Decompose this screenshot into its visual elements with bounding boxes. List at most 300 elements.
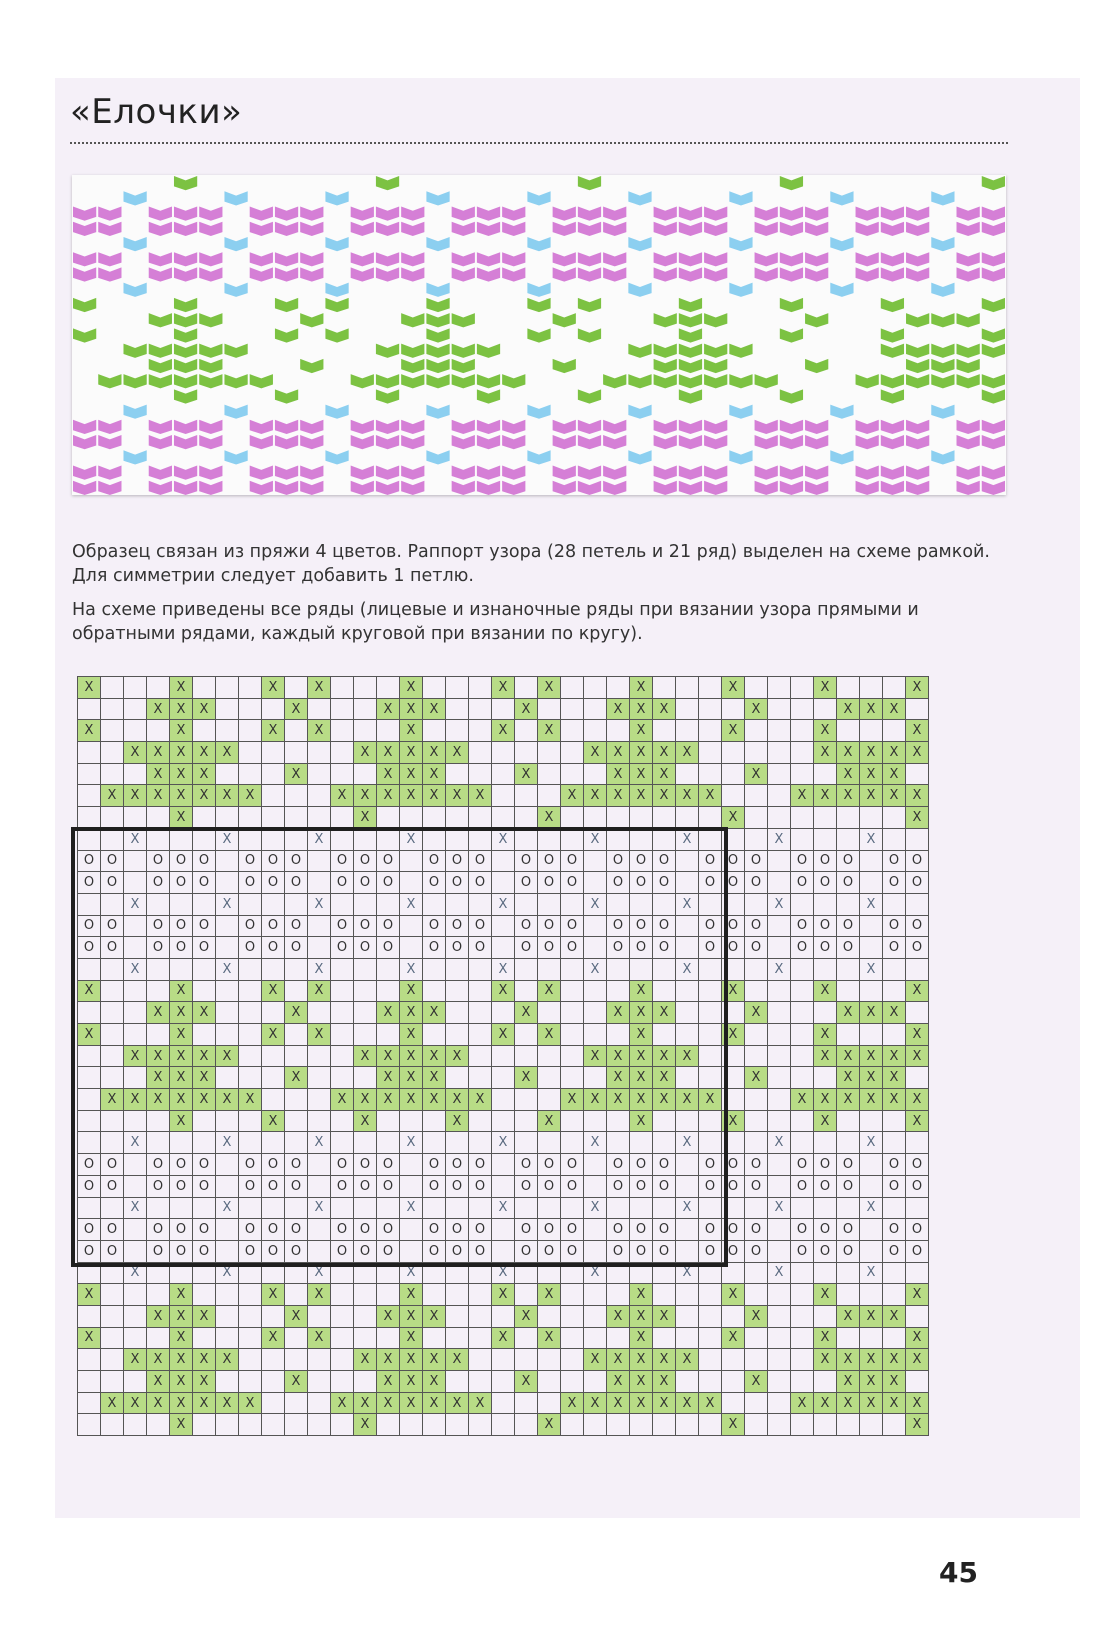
chart-cell-empty: [676, 1414, 699, 1436]
chart-cell-green-x: X: [791, 785, 814, 807]
chart-cell-pink-o: O: [653, 1240, 676, 1262]
chart-cell-empty: [814, 698, 837, 720]
chart-cell-empty: [814, 893, 837, 915]
chart-cell-empty: [469, 1067, 492, 1089]
chart-cell-pink-o: O: [193, 1219, 216, 1241]
chart-cell-empty: [216, 1024, 239, 1046]
chart-cell-empty: [515, 1045, 538, 1067]
chart-cell-empty: [561, 677, 584, 699]
chart-cell-pink-o: O: [170, 1219, 193, 1241]
chart-cell-empty: [331, 1371, 354, 1393]
chart-row: [78, 828, 929, 850]
chart-cell-empty: [147, 1132, 170, 1154]
chart-cell-empty: [791, 1002, 814, 1024]
chart-cell-empty: [308, 1175, 331, 1197]
chart-cell-green-x: X: [193, 698, 216, 720]
chart-cell-empty: [837, 677, 860, 699]
chart-cell-green-x: X: [492, 1024, 515, 1046]
chart-cell-green-x: X: [653, 1002, 676, 1024]
chart-cell-empty: [377, 828, 400, 850]
chart-cell-blue-x: X: [860, 893, 883, 915]
chart-cell-green-x: X: [860, 785, 883, 807]
chart-cell-green-x: X: [630, 1002, 653, 1024]
chart-cell-pink-o: O: [354, 1175, 377, 1197]
chart-cell-pink-o: O: [469, 1219, 492, 1241]
chart-cell-green-x: X: [906, 1089, 929, 1111]
chart-cell-empty: [285, 958, 308, 980]
chart-cell-empty: [492, 1002, 515, 1024]
chart-cell-empty: [768, 1175, 791, 1197]
chart-cell-empty: [124, 1024, 147, 1046]
chart-cell-empty: [262, 1045, 285, 1067]
chart-cell-green-x: X: [561, 785, 584, 807]
chart-cell-pink-o: O: [469, 1154, 492, 1176]
chart-cell-pink-o: O: [745, 872, 768, 894]
chart-cell-empty: [331, 980, 354, 1002]
chart-cell-blue-x: X: [584, 958, 607, 980]
chart-cell-empty: [308, 872, 331, 894]
chart-cell-green-x: X: [78, 980, 101, 1002]
chart-cell-empty: [285, 1110, 308, 1132]
chart-cell-green-x: X: [722, 677, 745, 699]
chart-cell-empty: [515, 720, 538, 742]
chart-cell-empty: [492, 1305, 515, 1327]
chart-cell-empty: [768, 850, 791, 872]
chart-cell-pink-o: O: [331, 915, 354, 937]
chart-cell-empty: [446, 1305, 469, 1327]
chart-cell-empty: [791, 720, 814, 742]
chart-cell-empty: [561, 1045, 584, 1067]
chart-cell-empty: [492, 742, 515, 764]
chart-cell-empty: [906, 958, 929, 980]
chart-cell-empty: [331, 1110, 354, 1132]
chart-cell-empty: [515, 1110, 538, 1132]
chart-cell-green-x: X: [400, 1284, 423, 1306]
chart-cell-empty: [584, 1305, 607, 1327]
chart-cell-empty: [147, 1262, 170, 1284]
chart-cell-green-x: X: [354, 785, 377, 807]
chart-cell-green-x: X: [607, 1392, 630, 1414]
chart-cell-empty: [216, 1414, 239, 1436]
chart-cell-pink-o: O: [170, 1175, 193, 1197]
chart-cell-empty: [423, 720, 446, 742]
chart-cell-green-x: X: [653, 1305, 676, 1327]
chart-cell-green-x: X: [446, 1089, 469, 1111]
chart-cell-empty: [768, 1371, 791, 1393]
chart-cell-blue-x: X: [124, 958, 147, 980]
chart-cell-green-x: X: [308, 980, 331, 1002]
chart-cell-green-x: X: [216, 1392, 239, 1414]
chart-cell-empty: [745, 720, 768, 742]
chart-cell-blue-x: X: [216, 828, 239, 850]
chart-cell-green-x: X: [331, 1392, 354, 1414]
chart-cell-green-x: X: [170, 1349, 193, 1371]
chart-cell-green-x: X: [193, 763, 216, 785]
chart-cell-empty: [216, 872, 239, 894]
chart-cell-blue-x: X: [124, 893, 147, 915]
chart-cell-empty: [446, 698, 469, 720]
chart-cell-empty: [331, 720, 354, 742]
chart-cell-green-x: X: [400, 698, 423, 720]
chart-cell-green-x: X: [216, 742, 239, 764]
chart-cell-empty: [860, 980, 883, 1002]
chart-cell-empty: [101, 677, 124, 699]
chart-cell-green-x: X: [170, 1371, 193, 1393]
chart-cell-empty: [538, 763, 561, 785]
chart-cell-blue-x: X: [400, 893, 423, 915]
chart-cell-empty: [860, 677, 883, 699]
chart-cell-empty: [883, 807, 906, 829]
chart-cell-green-x: X: [860, 1089, 883, 1111]
chart-cell-green-x: X: [906, 1024, 929, 1046]
chart-cell-empty: [791, 698, 814, 720]
chart-cell-empty: [124, 720, 147, 742]
chart-cell-empty: [883, 893, 906, 915]
chart-cell-empty: [216, 1327, 239, 1349]
chart-row: [78, 872, 929, 894]
chart-cell-pink-o: O: [446, 1175, 469, 1197]
chart-cell-empty: [239, 720, 262, 742]
chart-cell-empty: [78, 807, 101, 829]
chart-cell-empty: [285, 1089, 308, 1111]
chart-cell-green-x: X: [860, 1305, 883, 1327]
chart-cell-empty: [768, 937, 791, 959]
chart-cell-green-x: X: [308, 1024, 331, 1046]
chart-cell-green-x: X: [745, 698, 768, 720]
chart-cell-empty: [216, 1110, 239, 1132]
chart-cell-pink-o: O: [630, 850, 653, 872]
chart-cell-empty: [101, 1262, 124, 1284]
chart-cell-pink-o: O: [538, 915, 561, 937]
chart-cell-empty: [676, 872, 699, 894]
chart-cell-empty: [239, 1349, 262, 1371]
chart-cell-pink-o: O: [423, 1219, 446, 1241]
chart-cell-empty: [216, 937, 239, 959]
chart-cell-empty: [699, 1110, 722, 1132]
chart-cell-pink-o: O: [193, 937, 216, 959]
chart-cell-empty: [331, 698, 354, 720]
chart-cell-blue-x: X: [768, 893, 791, 915]
chart-cell-blue-x: X: [860, 1132, 883, 1154]
chart-cell-pink-o: O: [331, 1219, 354, 1241]
chart-cell-green-x: X: [515, 698, 538, 720]
chart-cell-empty: [354, 1197, 377, 1219]
chart-cell-empty: [883, 1284, 906, 1306]
chart-cell-pink-o: O: [446, 1219, 469, 1241]
chart-cell-pink-o: O: [239, 937, 262, 959]
chart-cell-empty: [630, 828, 653, 850]
chart-cell-empty: [722, 1392, 745, 1414]
chart-cell-empty: [239, 742, 262, 764]
chart-cell-pink-o: O: [331, 872, 354, 894]
chart-cell-empty: [814, 828, 837, 850]
chart-cell-green-x: X: [630, 1089, 653, 1111]
chart-cell-green-x: X: [837, 698, 860, 720]
chart-cell-pink-o: O: [78, 1219, 101, 1241]
chart-cell-pink-o: O: [193, 872, 216, 894]
chart-cell-empty: [78, 1089, 101, 1111]
chart-cell-empty: [492, 763, 515, 785]
chart-cell-empty: [538, 1197, 561, 1219]
chart-cell-green-x: X: [515, 1305, 538, 1327]
chart-cell-pink-o: O: [262, 850, 285, 872]
chart-cell-empty: [584, 1002, 607, 1024]
chart-cell-green-x: X: [883, 763, 906, 785]
chart-row: [78, 958, 929, 980]
chart-cell-green-x: X: [400, 1371, 423, 1393]
chart-cell-green-x: X: [377, 1349, 400, 1371]
chart-cell-empty: [722, 742, 745, 764]
chart-cell-blue-x: X: [676, 1132, 699, 1154]
chart-cell-empty: [768, 1284, 791, 1306]
chart-cell-pink-o: O: [446, 872, 469, 894]
chart-cell-empty: [492, 937, 515, 959]
chart-row: [78, 1154, 929, 1176]
chart-cell-empty: [584, 850, 607, 872]
chart-cell-green-x: X: [607, 1371, 630, 1393]
chart-cell-green-x: X: [883, 1371, 906, 1393]
chart-cell-green-x: X: [492, 1284, 515, 1306]
chart-cell-pink-o: O: [446, 915, 469, 937]
chart-cell-empty: [147, 1024, 170, 1046]
chart-cell-pink-o: O: [699, 850, 722, 872]
chart-cell-empty: [538, 1305, 561, 1327]
chart-row: [78, 1240, 929, 1262]
chart-cell-empty: [745, 785, 768, 807]
chart-cell-green-x: X: [170, 1002, 193, 1024]
chart-cell-blue-x: X: [492, 958, 515, 980]
chart-cell-empty: [860, 937, 883, 959]
chart-cell-empty: [883, 720, 906, 742]
chart-cell-empty: [239, 1305, 262, 1327]
chart-cell-green-x: X: [906, 1045, 929, 1067]
chart-cell-green-x: X: [630, 1392, 653, 1414]
chart-cell-pink-o: O: [883, 1219, 906, 1241]
chart-cell-empty: [377, 1262, 400, 1284]
chart-cell-pink-o: O: [469, 1175, 492, 1197]
chart-cell-blue-x: X: [676, 893, 699, 915]
chart-cell-empty: [515, 1414, 538, 1436]
chart-cell-pink-o: O: [285, 1154, 308, 1176]
chart-cell-pink-o: O: [791, 850, 814, 872]
chart-cell-empty: [906, 1262, 929, 1284]
chart-cell-green-x: X: [883, 1002, 906, 1024]
chart-cell-empty: [124, 1240, 147, 1262]
chart-cell-empty: [791, 742, 814, 764]
chart-cell-green-x: X: [814, 1349, 837, 1371]
chart-cell-empty: [78, 1414, 101, 1436]
chart-cell-empty: [837, 828, 860, 850]
chart-cell-pink-o: O: [377, 1175, 400, 1197]
chart-cell-empty: [331, 1067, 354, 1089]
chart-cell-empty: [814, 1262, 837, 1284]
chart-cell-empty: [446, 1371, 469, 1393]
chart-cell-green-x: X: [906, 807, 929, 829]
chart-cell-empty: [561, 807, 584, 829]
chart-cell-empty: [216, 1371, 239, 1393]
chart-cell-empty: [101, 1327, 124, 1349]
chart-cell-empty: [676, 980, 699, 1002]
chart-cell-empty: [377, 1327, 400, 1349]
chart-cell-empty: [308, 1045, 331, 1067]
chart-cell-empty: [78, 785, 101, 807]
chart-cell-empty: [699, 1284, 722, 1306]
chart-cell-green-x: X: [584, 785, 607, 807]
chart-cell-empty: [423, 1024, 446, 1046]
chart-cell-empty: [538, 958, 561, 980]
chart-cell-pink-o: O: [883, 915, 906, 937]
chart-cell-empty: [722, 1349, 745, 1371]
chart-cell-empty: [78, 958, 101, 980]
chart-cell-empty: [607, 720, 630, 742]
chart-cell-empty: [561, 742, 584, 764]
chart-cell-empty: [745, 807, 768, 829]
chart-cell-green-x: X: [400, 980, 423, 1002]
chart-cell-empty: [147, 958, 170, 980]
chart-cell-empty: [906, 1371, 929, 1393]
chart-cell-empty: [170, 1262, 193, 1284]
chart-row: [78, 1132, 929, 1154]
chart-cell-green-x: X: [400, 1045, 423, 1067]
chart-cell-empty: [492, 1067, 515, 1089]
chart-cell-green-x: X: [423, 1045, 446, 1067]
chart-cell-pink-o: O: [193, 1154, 216, 1176]
chart-cell-empty: [216, 677, 239, 699]
chart-cell-empty: [515, 1262, 538, 1284]
chart-cell-empty: [262, 1305, 285, 1327]
chart-cell-empty: [837, 958, 860, 980]
chart-cell-empty: [745, 1392, 768, 1414]
chart-cell-green-x: X: [630, 1327, 653, 1349]
chart-cell-empty: [285, 1327, 308, 1349]
chart-cell-pink-o: O: [906, 1240, 929, 1262]
chart-cell-empty: [101, 742, 124, 764]
chart-cell-empty: [147, 1414, 170, 1436]
chart-cell-empty: [676, 850, 699, 872]
chart-cell-empty: [78, 1305, 101, 1327]
chart-cell-blue-x: X: [216, 1262, 239, 1284]
chart-cell-green-x: X: [630, 1110, 653, 1132]
chart-cell-pink-o: O: [515, 915, 538, 937]
chart-cell-empty: [768, 807, 791, 829]
chart-cell-empty: [285, 1414, 308, 1436]
chart-cell-pink-o: O: [699, 1154, 722, 1176]
chart-cell-empty: [78, 1132, 101, 1154]
chart-cell-empty: [193, 1284, 216, 1306]
chart-cell-empty: [515, 1132, 538, 1154]
chart-cell-green-x: X: [377, 763, 400, 785]
chart-cell-empty: [78, 1392, 101, 1414]
chart-cell-empty: [469, 742, 492, 764]
chart-cell-empty: [446, 1197, 469, 1219]
chart-cell-empty: [492, 1349, 515, 1371]
chart-cell-empty: [193, 1414, 216, 1436]
chart-cell-green-x: X: [722, 720, 745, 742]
chart-cell-green-x: X: [262, 1024, 285, 1046]
chart-cell-pink-o: O: [285, 1240, 308, 1262]
chart-row: [78, 1392, 929, 1414]
chart-cell-empty: [791, 893, 814, 915]
chart-cell-green-x: X: [860, 698, 883, 720]
chart-cell-empty: [492, 850, 515, 872]
chart-cell-empty: [354, 1002, 377, 1024]
chart-cell-pink-o: O: [239, 1175, 262, 1197]
chart-cell-empty: [101, 1002, 124, 1024]
chart-cell-green-x: X: [722, 807, 745, 829]
chart-cell-pink-o: O: [354, 1240, 377, 1262]
chart-cell-empty: [469, 807, 492, 829]
chart-cell-empty: [492, 1154, 515, 1176]
chart-cell-empty: [446, 1024, 469, 1046]
chart-cell-pink-o: O: [561, 872, 584, 894]
chart-cell-empty: [492, 1392, 515, 1414]
chart-row: [78, 1110, 929, 1132]
chart-cell-empty: [676, 677, 699, 699]
chart-cell-green-x: X: [377, 1002, 400, 1024]
chart-cell-empty: [860, 720, 883, 742]
chart-cell-empty: [377, 1132, 400, 1154]
chart-cell-green-x: X: [216, 1349, 239, 1371]
chart-cell-empty: [722, 1089, 745, 1111]
chart-row: [78, 1414, 929, 1436]
chart-cell-green-x: X: [837, 1045, 860, 1067]
chart-cell-pink-o: O: [147, 850, 170, 872]
chart-cell-empty: [515, 1024, 538, 1046]
chart-cell-empty: [515, 1197, 538, 1219]
chart-cell-empty: [860, 1240, 883, 1262]
chart-cell-empty: [262, 828, 285, 850]
chart-cell-pink-o: O: [607, 872, 630, 894]
chart-cell-green-x: X: [814, 720, 837, 742]
chart-cell-pink-o: O: [630, 937, 653, 959]
chart-cell-empty: [308, 1110, 331, 1132]
chart-cell-pink-o: O: [285, 872, 308, 894]
chart-cell-empty: [216, 1175, 239, 1197]
chart-cell-empty: [469, 1045, 492, 1067]
chart-cell-empty: [561, 893, 584, 915]
chart-cell-pink-o: O: [837, 1240, 860, 1262]
chart-cell-empty: [239, 980, 262, 1002]
chart-cell-green-x: X: [170, 785, 193, 807]
chart-cell-green-x: X: [584, 1045, 607, 1067]
chart-cell-empty: [492, 1045, 515, 1067]
chart-cell-empty: [814, 1002, 837, 1024]
chart-cell-empty: [469, 1414, 492, 1436]
chart-cell-pink-o: O: [147, 1240, 170, 1262]
chart-cell-pink-o: O: [78, 1175, 101, 1197]
chart-cell-empty: [906, 1132, 929, 1154]
chart-cell-green-x: X: [423, 763, 446, 785]
chart-cell-empty: [768, 677, 791, 699]
chart-cell-empty: [216, 698, 239, 720]
chart-cell-empty: [607, 893, 630, 915]
chart-cell-pink-o: O: [538, 937, 561, 959]
chart-cell-empty: [699, 720, 722, 742]
chart-cell-pink-o: O: [285, 1219, 308, 1241]
chart-cell-blue-x: X: [216, 1197, 239, 1219]
chart-cell-pink-o: O: [653, 1175, 676, 1197]
chart-cell-empty: [216, 763, 239, 785]
chart-cell-empty: [469, 720, 492, 742]
chart-cell-green-x: X: [676, 1089, 699, 1111]
chart-cell-empty: [584, 807, 607, 829]
chart-cell-empty: [262, 1262, 285, 1284]
chart-cell-empty: [262, 742, 285, 764]
chart-cell-empty: [768, 698, 791, 720]
chart-cell-green-x: X: [400, 763, 423, 785]
chart-cell-empty: [676, 1110, 699, 1132]
chart-cell-pink-o: O: [906, 1175, 929, 1197]
